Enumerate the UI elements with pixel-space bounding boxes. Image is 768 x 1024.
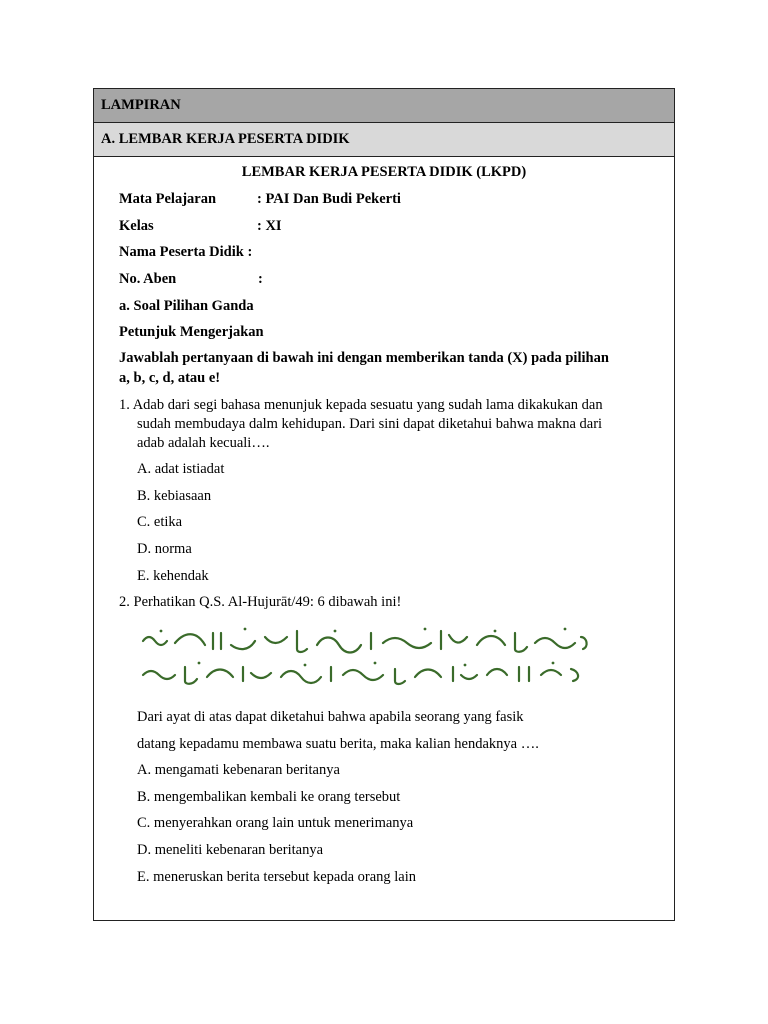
q1-line-2: sudah membudaya dalm kehidupan. Dari sini dapat diketahui bahwa makna dari	[137, 416, 603, 432]
lampiran-header: LAMPIRAN	[94, 89, 674, 123]
q2-option-b: B. mengembalikan kembali ke orang tersebut	[137, 789, 401, 805]
kelas-value: : XI	[257, 218, 282, 234]
soal-heading: a. Soal Pilihan Ganda	[119, 298, 254, 314]
q2-text-line-2: datang kepadamu membawa suatu berita, maka kalian hendaknya ….	[137, 736, 539, 752]
kelas-label: Kelas	[119, 218, 154, 234]
q1-line-1: 1. Adab dari segi bahasa menunjuk kepada sesuatu yang sudah lama dikakukan dan	[119, 397, 603, 413]
q1-line-3: adab adalah kecuali….	[137, 435, 270, 451]
q1-option-d: D. norma	[137, 541, 192, 557]
aben-value: :	[258, 271, 263, 287]
section-a-header: A. LEMBAR KERJA PESERTA DIDIK	[94, 123, 674, 157]
q2-line-1: 2. Perhatikan Q.S. Al-Hujurāt/49: 6 dibawah ini!	[119, 594, 402, 610]
q1-option-a: A. adat istiadat	[137, 461, 225, 477]
q2-text-line-1: Dari ayat di atas dapat diketahui bahwa apabila seorang yang fasik	[137, 709, 524, 725]
lkpd-title: LEMBAR KERJA PESERTA DIDIK (LKPD)	[241, 164, 527, 180]
q1-option-e: E. kehendak	[137, 568, 209, 584]
q2-option-e: E. meneruskan berita tersebut kepada orang lain	[137, 869, 417, 885]
mapel-value: : PAI Dan Budi Pekerti	[257, 191, 401, 207]
q1-option-c: C. etika	[137, 514, 183, 530]
q1-option-b: B. kebiasaan	[137, 488, 212, 504]
q2-option-d: D. meneliti kebenaran beritanya	[137, 842, 324, 858]
aben-label: No. Aben	[119, 271, 177, 287]
quran-verse-image	[135, 623, 597, 691]
q2-option-a: A. mengamati kebenaran beritanya	[137, 762, 340, 778]
nama-label: Nama Peserta Didik :	[119, 244, 253, 260]
q2-option-c: C. menyerahkan orang lain untuk menerimanya	[137, 815, 414, 831]
petunjuk-heading: Petunjuk Mengerjakan	[119, 324, 264, 340]
instruction-line-1: Jawablah pertanyaan di bawah ini dengan memberikan tanda (X) pada pilihan	[119, 350, 609, 366]
instruction-line-2: a, b, c, d, atau e!	[119, 370, 221, 386]
mapel-label: Mata Pelajaran	[119, 191, 217, 207]
